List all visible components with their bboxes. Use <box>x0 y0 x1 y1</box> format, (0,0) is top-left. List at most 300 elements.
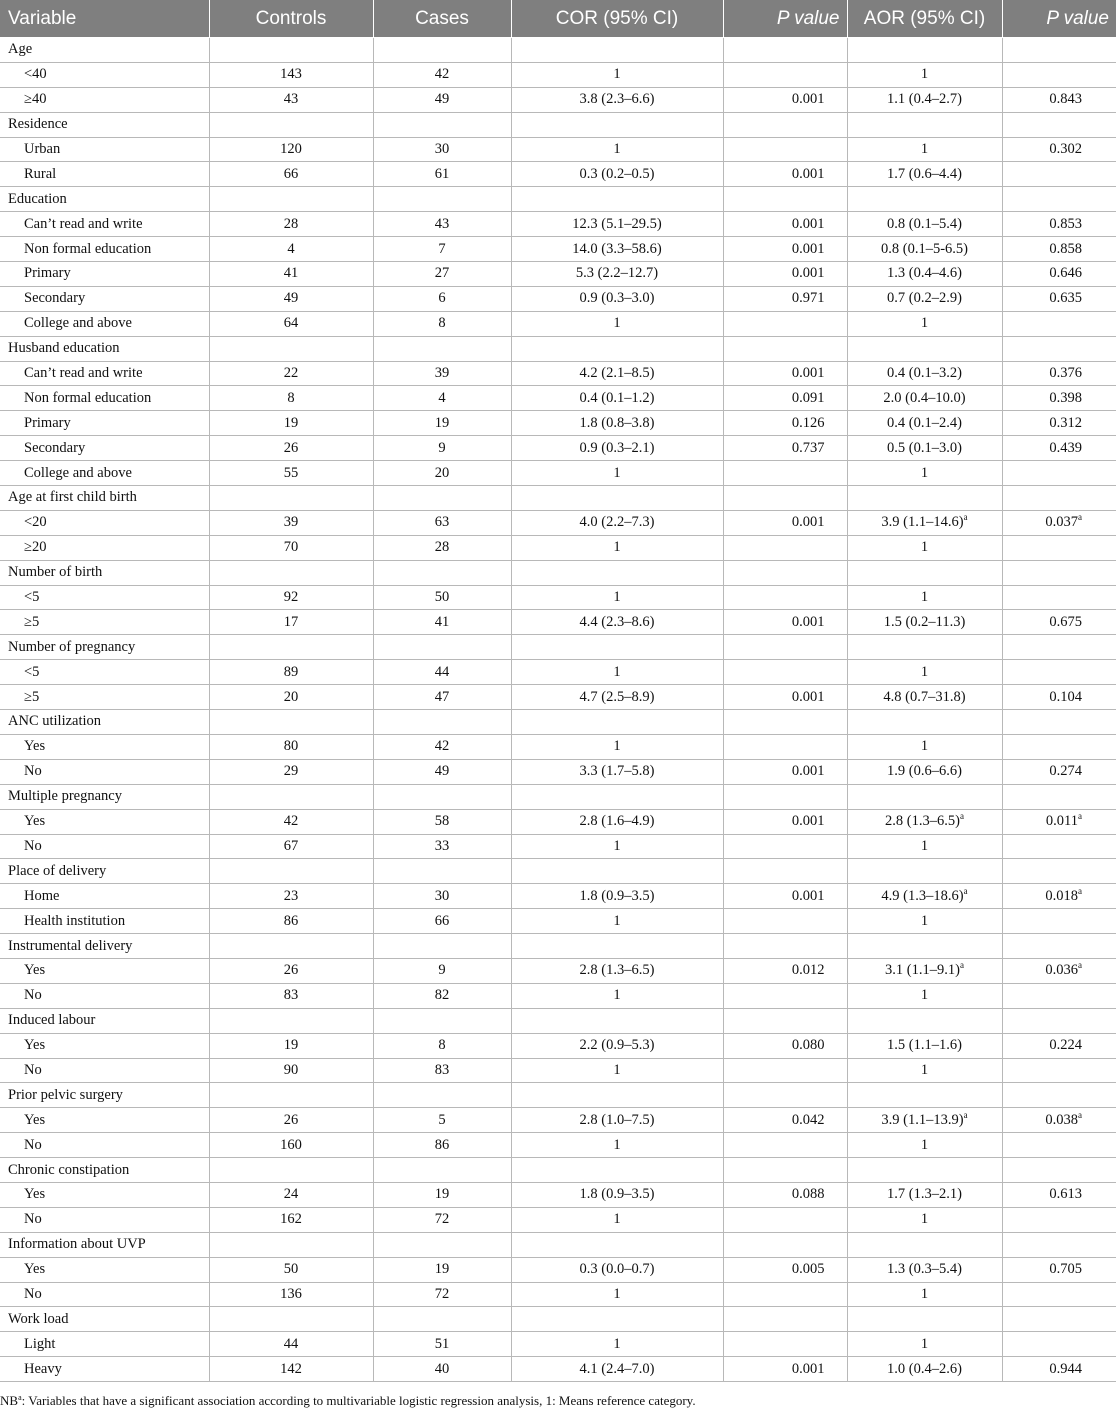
aor-cell <box>847 87 1002 112</box>
empty-cell <box>209 560 373 585</box>
p-value-adjusted-value: 0.613 <box>1049 1186 1082 1203</box>
aor-cell <box>847 1207 1002 1232</box>
p-value-adjusted-cell <box>1002 137 1116 162</box>
header-controls: Controls <box>209 0 373 38</box>
aor-cell <box>847 958 1002 983</box>
aor-cell <box>847 237 1002 262</box>
header-row <box>0 0 1116 38</box>
empty-cell <box>373 486 511 511</box>
empty-cell <box>1002 486 1116 511</box>
variable-level: No <box>0 759 209 784</box>
cases-cell: 4 <box>373 386 511 411</box>
variable-level: ≥5 <box>0 610 209 635</box>
p-value-adjusted-cell <box>1002 909 1116 934</box>
aor-value: 2.8 (1.3–6.5) <box>885 813 960 830</box>
variable-level: ≥20 <box>0 535 209 560</box>
aor-cell <box>847 909 1002 934</box>
empty-cell <box>1002 635 1116 660</box>
p-value-crude-cell: 0.001 <box>723 610 847 635</box>
p-value-crude-cell: 0.088 <box>723 1182 847 1207</box>
table-row <box>0 411 1116 436</box>
empty-cell <box>373 187 511 212</box>
controls-cell: 67 <box>209 834 373 859</box>
cases-cell: 19 <box>373 1257 511 1282</box>
p-value-adjusted-cell <box>1002 1282 1116 1307</box>
p-value-adjusted-cell <box>1002 1058 1116 1083</box>
p-value-adjusted-cell <box>1002 958 1116 983</box>
aor-cell <box>847 1332 1002 1357</box>
empty-cell <box>847 859 1002 884</box>
p-value-adjusted-cell <box>1002 237 1116 262</box>
p-value-crude-cell: 0.001 <box>723 162 847 187</box>
group-label: Induced labour <box>0 1008 209 1033</box>
aor-cell <box>847 1282 1002 1307</box>
empty-cell <box>209 1083 373 1108</box>
variable-level: Primary <box>0 411 209 436</box>
aor-cell <box>847 212 1002 237</box>
aor-cell <box>847 510 1002 535</box>
empty-cell <box>511 38 723 63</box>
table-row <box>0 286 1116 311</box>
empty-cell <box>209 1008 373 1033</box>
p-value-adjusted-cell <box>1002 1133 1116 1158</box>
table-row <box>0 386 1116 411</box>
empty-cell <box>723 934 847 959</box>
cases-cell: 8 <box>373 311 511 336</box>
empty-cell <box>209 486 373 511</box>
controls-cell: 17 <box>209 610 373 635</box>
p-value-adjusted-cell <box>1002 685 1116 710</box>
controls-cell: 49 <box>209 286 373 311</box>
footnote-prefix: NB <box>0 1393 19 1408</box>
p-value-crude-cell: 0.001 <box>723 1357 847 1382</box>
footnote-text: : Variables that have a significant association according to multivariable logistic regression analysis, 1: Means reference category. <box>21 1393 696 1408</box>
p-value-adjusted-cell <box>1002 1332 1116 1357</box>
p-value-crude-cell: 0.737 <box>723 436 847 461</box>
group-row <box>0 1158 1116 1183</box>
p-value-adjusted-cell <box>1002 734 1116 759</box>
table-row <box>0 809 1116 834</box>
table-row <box>0 1282 1116 1307</box>
p-value-crude-cell: 0.126 <box>723 411 847 436</box>
p-value-adjusted-value: 0.302 <box>1049 141 1082 157</box>
empty-cell <box>723 1307 847 1332</box>
variable-level: Yes <box>0 1257 209 1282</box>
aor-value: 0.8 (0.1–5.4) <box>887 215 962 232</box>
group-label: Age <box>0 38 209 63</box>
table-row <box>0 436 1116 461</box>
p-value-adjusted-value: 0.705 <box>1049 1261 1082 1278</box>
empty-cell <box>511 1232 723 1257</box>
controls-cell: 142 <box>209 1357 373 1382</box>
table-row <box>0 685 1116 710</box>
p-value-crude-cell <box>723 1133 847 1158</box>
aor-cell <box>847 386 1002 411</box>
cor-cell: 0.9 (0.3–2.1) <box>511 436 723 461</box>
p-value-crude-cell: 0.001 <box>723 262 847 287</box>
variable-level: No <box>0 834 209 859</box>
p-value-crude-cell <box>723 834 847 859</box>
aor-value: 1.0 (0.4–2.6) <box>887 1360 962 1377</box>
empty-cell <box>723 1158 847 1183</box>
p-value-adjusted-cell <box>1002 510 1116 535</box>
group-label: Multiple pregnancy <box>0 784 209 809</box>
controls-cell: 80 <box>209 734 373 759</box>
aor-value: 3.1 (1.1–9.1) <box>885 962 960 979</box>
aor-cell <box>847 1357 1002 1382</box>
p-value-adjusted-cell <box>1002 585 1116 610</box>
empty-cell <box>1002 1158 1116 1183</box>
p-value-adjusted-cell <box>1002 1207 1116 1232</box>
controls-cell: 22 <box>209 361 373 386</box>
controls-cell: 89 <box>209 660 373 685</box>
variable-level: Rural <box>0 162 209 187</box>
controls-cell: 50 <box>209 1257 373 1282</box>
significance-marker: a <box>963 885 968 896</box>
cases-cell: 7 <box>373 237 511 262</box>
empty-cell <box>209 635 373 660</box>
variable-level: Yes <box>0 1033 209 1058</box>
controls-cell: 83 <box>209 983 373 1008</box>
empty-cell <box>209 336 373 361</box>
table-row <box>0 237 1116 262</box>
cor-cell: 1 <box>511 137 723 162</box>
controls-cell: 19 <box>209 1033 373 1058</box>
controls-cell: 143 <box>209 62 373 87</box>
p-value-adjusted-value: 0.037 <box>1045 514 1078 531</box>
p-value-crude-cell: 0.001 <box>723 87 847 112</box>
empty-cell <box>1002 710 1116 735</box>
cor-cell: 14.0 (3.3–58.6) <box>511 237 723 262</box>
empty-cell <box>723 187 847 212</box>
variable-level: <20 <box>0 510 209 535</box>
p-value-adjusted-value: 0.858 <box>1049 240 1082 257</box>
p-value-adjusted-cell <box>1002 834 1116 859</box>
cases-cell: 19 <box>373 1182 511 1207</box>
controls-cell: 8 <box>209 386 373 411</box>
variable-level: Can’t read and write <box>0 212 209 237</box>
controls-cell: 39 <box>209 510 373 535</box>
controls-cell: 55 <box>209 461 373 486</box>
aor-cell <box>847 834 1002 859</box>
cor-cell: 1 <box>511 62 723 87</box>
empty-cell <box>511 784 723 809</box>
p-value-adjusted-cell <box>1002 535 1116 560</box>
cases-cell: 66 <box>373 909 511 934</box>
group-row <box>0 336 1116 361</box>
aor-cell <box>847 262 1002 287</box>
table-row <box>0 361 1116 386</box>
variable-level: Light <box>0 1332 209 1357</box>
p-value-adjusted-cell <box>1002 87 1116 112</box>
cor-cell: 4.1 (2.4–7.0) <box>511 1357 723 1382</box>
aor-value: 2.0 (0.4–10.0) <box>883 389 966 406</box>
p-value-adjusted-value: 0.274 <box>1049 763 1082 780</box>
empty-cell <box>511 187 723 212</box>
empty-cell <box>1002 934 1116 959</box>
aor-cell <box>847 1033 1002 1058</box>
cases-cell: 8 <box>373 1033 511 1058</box>
aor-value: 1 <box>920 663 929 680</box>
header-p-value-crude-text: P value <box>776 7 840 29</box>
empty-cell <box>373 710 511 735</box>
controls-cell: 19 <box>209 411 373 436</box>
empty-cell <box>723 112 847 137</box>
significance-marker: a <box>959 960 964 971</box>
table-row <box>0 884 1116 909</box>
p-value-adjusted-cell <box>1002 660 1116 685</box>
significance-marker: a <box>1078 811 1082 822</box>
controls-cell: 26 <box>209 436 373 461</box>
aor-value: 0.8 (0.1–5-6.5) <box>881 240 968 257</box>
variable-level: No <box>0 1282 209 1307</box>
empty-cell <box>723 635 847 660</box>
p-value-adjusted-value: 0.224 <box>1049 1037 1082 1054</box>
table-row <box>0 1058 1116 1083</box>
cases-cell: 72 <box>373 1282 511 1307</box>
cor-cell: 1 <box>511 834 723 859</box>
cases-cell: 27 <box>373 262 511 287</box>
cor-cell: 1 <box>511 461 723 486</box>
cor-cell: 0.3 (0.0–0.7) <box>511 1257 723 1282</box>
p-value-adjusted-cell <box>1002 212 1116 237</box>
significance-marker: a <box>1078 1109 1082 1120</box>
table-row <box>0 1332 1116 1357</box>
empty-cell <box>511 1083 723 1108</box>
cases-cell: 9 <box>373 958 511 983</box>
cor-cell: 1.8 (0.9–3.5) <box>511 884 723 909</box>
empty-cell <box>723 1008 847 1033</box>
cases-cell: 41 <box>373 610 511 635</box>
cor-cell: 1 <box>511 1058 723 1083</box>
header-variable: Variable <box>0 0 209 38</box>
empty-cell <box>209 710 373 735</box>
p-value-adjusted-cell <box>1002 1033 1116 1058</box>
aor-value: 1.3 (0.4–4.6) <box>887 265 962 282</box>
empty-cell <box>373 1008 511 1033</box>
controls-cell: 41 <box>209 262 373 287</box>
variable-level: Yes <box>0 809 209 834</box>
group-row <box>0 187 1116 212</box>
variable-level: Yes <box>0 734 209 759</box>
aor-cell <box>847 983 1002 1008</box>
aor-cell <box>847 162 1002 187</box>
cor-cell: 2.2 (0.9–5.3) <box>511 1033 723 1058</box>
controls-cell: 120 <box>209 137 373 162</box>
cor-cell: 4.0 (2.2–7.3) <box>511 510 723 535</box>
header-p-value-adjusted-text: P value <box>1046 7 1109 29</box>
significance-marker: a <box>1078 512 1082 523</box>
significance-marker: a <box>959 811 964 822</box>
variable-level: Non formal education <box>0 237 209 262</box>
aor-value: 1.9 (0.6–6.6) <box>887 763 962 780</box>
group-label: ANC utilization <box>0 710 209 735</box>
empty-cell <box>511 560 723 585</box>
p-value-crude-cell <box>723 983 847 1008</box>
empty-cell <box>1002 560 1116 585</box>
p-value-crude-cell <box>723 660 847 685</box>
cases-cell: 6 <box>373 286 511 311</box>
p-value-adjusted-value: 0.853 <box>1049 215 1082 232</box>
controls-cell: 160 <box>209 1133 373 1158</box>
empty-cell <box>723 560 847 585</box>
aor-cell <box>847 734 1002 759</box>
p-value-adjusted-value: 0.376 <box>1049 365 1082 382</box>
empty-cell <box>209 1158 373 1183</box>
variable-level: Non formal education <box>0 386 209 411</box>
aor-value: 1 <box>920 987 929 1004</box>
cor-cell: 0.4 (0.1–1.2) <box>511 386 723 411</box>
variable-level: No <box>0 983 209 1008</box>
aor-cell <box>847 62 1002 87</box>
empty-cell <box>209 1307 373 1332</box>
empty-cell <box>209 38 373 63</box>
cor-cell: 4.4 (2.3–8.6) <box>511 610 723 635</box>
variable-level: Can’t read and write <box>0 361 209 386</box>
controls-cell: 20 <box>209 685 373 710</box>
controls-cell: 26 <box>209 1108 373 1133</box>
p-value-crude-cell: 0.012 <box>723 958 847 983</box>
cases-cell: 42 <box>373 734 511 759</box>
empty-cell <box>847 112 1002 137</box>
empty-cell <box>1002 859 1116 884</box>
table-row <box>0 137 1116 162</box>
cor-cell: 1 <box>511 734 723 759</box>
empty-cell <box>1002 784 1116 809</box>
empty-cell <box>1002 38 1116 63</box>
empty-cell <box>847 784 1002 809</box>
p-value-crude-cell: 0.001 <box>723 361 847 386</box>
empty-cell <box>373 560 511 585</box>
table-row <box>0 660 1116 685</box>
aor-value: 4.9 (1.3–18.6) <box>881 887 964 904</box>
table-row <box>0 311 1116 336</box>
p-value-adjusted-cell <box>1002 983 1116 1008</box>
empty-cell <box>373 1307 511 1332</box>
group-label: Instrumental delivery <box>0 934 209 959</box>
empty-cell <box>847 635 1002 660</box>
p-value-crude-cell: 0.091 <box>723 386 847 411</box>
cor-cell: 1.8 (0.8–3.8) <box>511 411 723 436</box>
variable-level: Urban <box>0 137 209 162</box>
empty-cell <box>723 486 847 511</box>
table-row <box>0 1133 1116 1158</box>
aor-value: 0.4 (0.1–2.4) <box>887 414 962 431</box>
aor-value: 3.9 (1.1–13.9) <box>881 1111 964 1128</box>
cases-cell: 86 <box>373 1133 511 1158</box>
empty-cell <box>511 486 723 511</box>
p-value-adjusted-value: 0.646 <box>1049 265 1082 282</box>
empty-cell <box>1002 336 1116 361</box>
empty-cell <box>373 1083 511 1108</box>
table-row <box>0 585 1116 610</box>
p-value-crude-cell <box>723 62 847 87</box>
empty-cell <box>847 1083 1002 1108</box>
p-value-adjusted-cell <box>1002 809 1116 834</box>
p-value-adjusted-cell <box>1002 311 1116 336</box>
p-value-adjusted-value: 0.018 <box>1045 887 1078 904</box>
group-label: Education <box>0 187 209 212</box>
cases-cell: 28 <box>373 535 511 560</box>
table-row <box>0 162 1116 187</box>
empty-cell <box>847 710 1002 735</box>
group-label: Place of delivery <box>0 859 209 884</box>
p-value-adjusted-value: 0.944 <box>1049 1360 1082 1377</box>
p-value-adjusted-value: 0.104 <box>1049 688 1082 705</box>
group-row <box>0 710 1116 735</box>
group-label: Age at first child birth <box>0 486 209 511</box>
aor-cell <box>847 1257 1002 1282</box>
aor-value: 1 <box>920 141 929 157</box>
p-value-adjusted-value: 0.312 <box>1049 414 1082 431</box>
empty-cell <box>847 560 1002 585</box>
empty-cell <box>723 336 847 361</box>
controls-cell: 29 <box>209 759 373 784</box>
empty-cell <box>723 859 847 884</box>
cases-cell: 40 <box>373 1357 511 1382</box>
empty-cell <box>373 112 511 137</box>
empty-cell <box>1002 1008 1116 1033</box>
group-row <box>0 560 1116 585</box>
p-value-crude-cell <box>723 461 847 486</box>
variable-level: Health institution <box>0 909 209 934</box>
empty-cell <box>1002 1232 1116 1257</box>
p-value-adjusted-cell <box>1002 759 1116 784</box>
empty-cell <box>511 1008 723 1033</box>
table-row <box>0 62 1116 87</box>
empty-cell <box>209 934 373 959</box>
controls-cell: 90 <box>209 1058 373 1083</box>
variable-level: <40 <box>0 62 209 87</box>
empty-cell <box>209 1232 373 1257</box>
controls-cell: 70 <box>209 535 373 560</box>
variable-level: College and above <box>0 311 209 336</box>
empty-cell <box>847 486 1002 511</box>
p-value-crude-cell <box>723 734 847 759</box>
table-row <box>0 909 1116 934</box>
variable-level: Primary <box>0 262 209 287</box>
aor-cell <box>847 461 1002 486</box>
p-value-adjusted-cell <box>1002 1108 1116 1133</box>
empty-cell <box>511 710 723 735</box>
table-row <box>0 461 1116 486</box>
table-row <box>0 834 1116 859</box>
aor-value: 1 <box>920 589 929 606</box>
cor-cell: 1 <box>511 983 723 1008</box>
empty-cell <box>723 710 847 735</box>
p-value-adjusted-cell <box>1002 1357 1116 1382</box>
cases-cell: 58 <box>373 809 511 834</box>
variable-level: Home <box>0 884 209 909</box>
empty-cell <box>373 336 511 361</box>
significance-marker: a <box>1078 885 1082 896</box>
aor-cell <box>847 137 1002 162</box>
empty-cell <box>847 1307 1002 1332</box>
aor-cell <box>847 1058 1002 1083</box>
cases-cell: 61 <box>373 162 511 187</box>
table-row <box>0 958 1116 983</box>
aor-value: 1 <box>920 1335 929 1352</box>
variable-level: ≥5 <box>0 685 209 710</box>
p-value-crude-cell <box>723 1207 847 1232</box>
empty-cell <box>723 784 847 809</box>
group-label: Husband education <box>0 336 209 361</box>
table-row <box>0 510 1116 535</box>
empty-cell <box>511 859 723 884</box>
table-body <box>0 38 1116 1382</box>
cases-cell: 51 <box>373 1332 511 1357</box>
variable-level: Yes <box>0 1182 209 1207</box>
